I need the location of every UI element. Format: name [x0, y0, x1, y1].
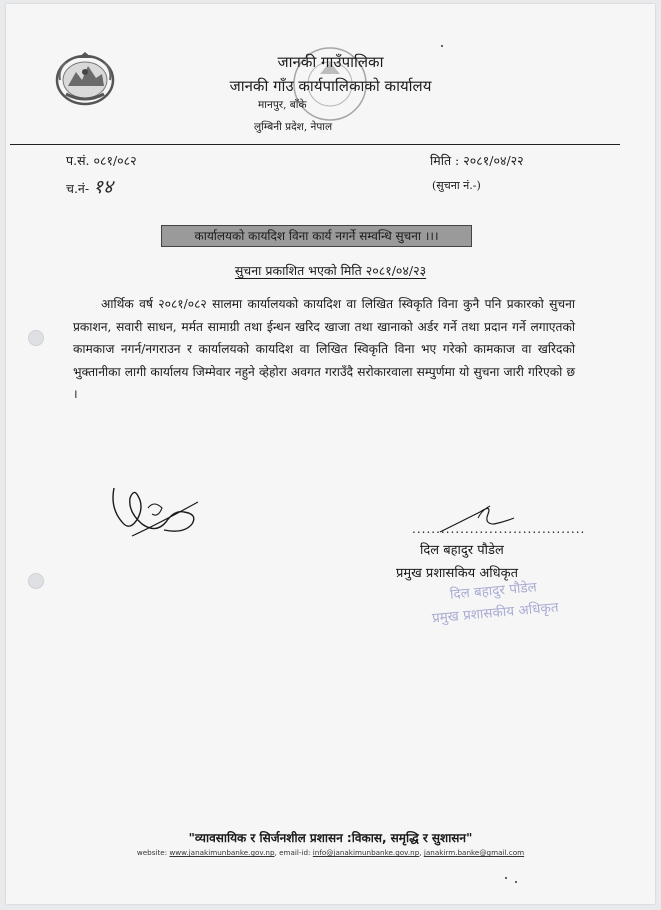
email-link-secondary[interactable]: janakirm.banke@gmail.com — [423, 848, 525, 857]
punch-hole — [28, 573, 44, 589]
address-district: मानपुर, बाँके — [258, 99, 307, 111]
reference-number: प.सं. ०८१/०८२ — [66, 153, 137, 168]
office-name: जानकी गाँउ कार्यपालिकाको कार्यालय — [229, 77, 432, 95]
notice-number: (सुचना नं.-) — [432, 179, 481, 192]
issue-date: मिति : २०८१/०४/२२ — [430, 153, 524, 168]
notice-body: आर्थिक वर्ष २०८१/०८२ सालमा कार्यालयको कायदिश वा लिखित स्विकृति विना कुनै पनि प्रकारको सुचना प्रकाशन, सवारी साधन, मर्मत सामाग्री तथा ईन्धन खरिद खाजा तथा खानाको अर्डर गर्ने तथा प्रदान गर्ने लगाएतको कामकाज नगर्न/नगराउन र कार्यालयको कायदिश वा लिखित स्विकृति विना भए गरेको कामकाज वा खरिदको भुक्तानीका लागी कार्यालय जिम्मेवार नहुने व्हेहोरा अवगत गराउँदै सरोकारवाला सम्पुर्णमा यो सुचना जारी गरिएको छ । — [73, 297, 575, 401]
punch-hole — [28, 330, 44, 346]
signatory-title: प्रमुख प्रशासकिय अधिकृत — [396, 566, 519, 581]
dispatch-number-value: १४ — [93, 176, 113, 198]
notice-subject: कार्यालयको कायदिश विना कार्य नगर्ने सम्वन्धि सुचना ।।। — [161, 225, 472, 247]
paper-speck — [515, 881, 517, 883]
signature-line: .................................... — [412, 522, 586, 536]
paper-speck — [505, 877, 507, 879]
office-motto: "व्यावसायिक र सिर्जनशील प्रशासन :विकास, समृद्धि र सुशासन" — [188, 831, 473, 845]
paper-speck — [441, 45, 443, 47]
contact-footer: website: www.janakimunbanke.gov.np, email-id: info@janakimunbanke.gov.np, janakirm.banke@gmail.com — [136, 848, 525, 857]
header-divider — [10, 144, 620, 145]
dispatch-number-label: च.नं- — [66, 181, 90, 196]
published-date — [0, 262, 661, 279]
website-link[interactable]: www.janakimunbanke.gov.np — [169, 848, 275, 857]
email-link-primary[interactable]: info@janakimunbanke.gov.np — [312, 848, 420, 857]
signatory-name: दिल बहादुर पौडेल — [420, 543, 504, 558]
document-page — [6, 4, 655, 904]
email-label: , email-id: — [274, 848, 311, 857]
website-label: website: — [136, 848, 168, 857]
stamp-title: प्रमुख प्रशासकीय अधिकृत — [431, 599, 560, 627]
handwritten-signature-icon — [108, 478, 202, 548]
municipality-name: जानकी गाउँपालिका — [277, 53, 384, 71]
address-province: लुम्बिनी प्रदेश, नेपाल — [254, 121, 333, 133]
published-date-text: सुचना प्रकाशित भएको मिति २०८१/०४/२३ — [234, 263, 427, 278]
stamp-name: दिल बहादुर पौडेल — [449, 579, 538, 603]
dispatch-number — [66, 173, 113, 199]
